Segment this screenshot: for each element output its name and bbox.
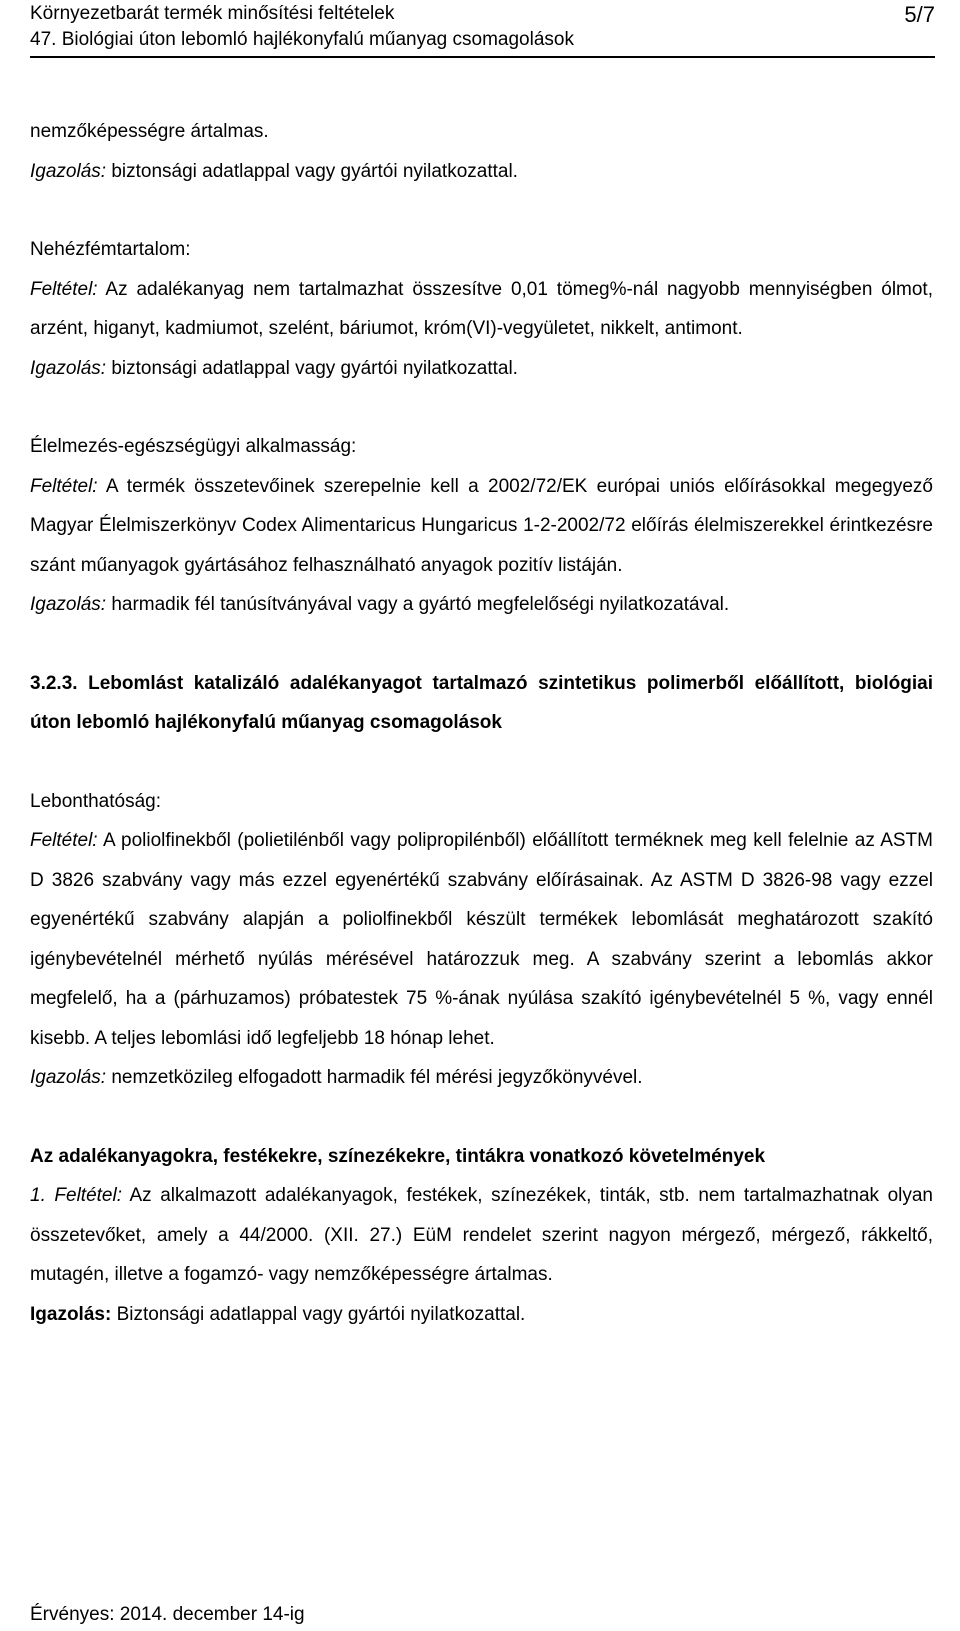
condition-paragraph [30, 270, 933, 349]
proof-label: Igazolás: [30, 1303, 112, 1325]
proof-paragraph [30, 585, 933, 625]
condition-text: Az adalékanyag nem tartalmazhat összesítve 0,01 tömeg%-nál nagyobb mennyiségben ólmot, arzént, higanyt, kadmiumot, szelént, báriumot, króm(VI)-vegyületet, nikkelt, antimont. [30, 278, 933, 339]
proof-paragraph [30, 1295, 933, 1335]
condition-text: A termék összetevőinek szerepelnie kell a 2002/72/EK európai uniós előírásokkal megegyező Magyar Élelmiszerkönyv Codex Alimentaricus Hungaricus 1-2-2002/72 előírás élelmiszerekkel érintkezésre szánt műanyagok gyártásához felhasználható anyagok pozitív listáján. [30, 475, 933, 576]
section-heading-heavy-metals: Nehézfémtartalom: [30, 239, 191, 260]
condition-label: Feltétel: [30, 278, 98, 300]
proof-text: harmadik fél tanúsítványával vagy a gyártó megfelelőségi nyilatkozatával. [106, 594, 730, 615]
condition-paragraph [30, 1176, 933, 1295]
proof-label: Igazolás: [30, 357, 107, 379]
section-heading-additives: Az adalékanyagokra, festékekre, színezékekre, tintákra vonatkozó követelmények [30, 1145, 766, 1167]
proof-text: nemzetközileg elfogadott harmadik fél mérési jegyzőkönyvével. [106, 1067, 643, 1088]
header-divider [30, 56, 935, 58]
proof-paragraph [30, 349, 933, 389]
proof-label: Igazolás: [30, 1067, 107, 1088]
page-footer: Érvényes: 2014. december 14-ig [30, 1604, 305, 1625]
section-heading-degradability: Lebonthatóság: [30, 790, 162, 812]
page-number: 5/7 [904, 2, 935, 27]
condition-text: Az alkalmazott adalékanyagok, festékek, színezékek, tinták, stb. nem tartalmazhatnak olyan összetevőket, amely a 44/2000. (XII. 27.) EüM rendelet szerint nagyon mérgező, mérgező, rákkeltő, mutagén, illetve a fogamzó- vagy nemzőképességre ártalmas. [30, 1185, 933, 1285]
condition-label: Feltétel: [30, 830, 98, 851]
page-header [30, 1, 935, 53]
proof-label: Igazolás: [30, 594, 107, 615]
header-title: Környezetbarát termék minősítési feltételek [30, 3, 395, 24]
proof-paragraph [30, 1058, 933, 1098]
document-body [30, 112, 933, 1334]
header-subtitle: 47. Biológiai úton lebomló hajlékonyfalú műanyag csomagolások [30, 29, 574, 50]
section-heading-323: 3.2.3. Lebomlást katalizáló adalékanyagot tartalmazó szintetikus polimerből előállított, biológiai úton lebomló hajlékonyfalú műanyag csomagolások [30, 672, 933, 733]
condition-paragraph [30, 467, 933, 586]
proof-paragraph [30, 152, 933, 192]
condition-label: 1. Feltétel: [30, 1185, 122, 1206]
section-heading-food-safety: Élelmezés-egészségügyi alkalmasság: [30, 436, 357, 457]
condition-label: Feltétel: [30, 475, 98, 497]
proof-text: biztonsági adatlappal vagy gyártói nyilatkozattal. [106, 357, 518, 379]
continuation-text: nemzőképességre ártalmas. [30, 121, 269, 142]
proof-label: Igazolás: [30, 160, 107, 182]
proof-text: biztonsági adatlappal vagy gyártói nyilatkozattal. [106, 160, 518, 182]
condition-paragraph [30, 821, 933, 1058]
proof-text: Biztonsági adatlappal vagy gyártói nyilatkozattal. [111, 1303, 526, 1325]
condition-text: A poliolfinekből (polietilénből vagy polipropilénből) előállított terméknek meg kell felelnie az ASTM D 3826 szabvány vagy más ezzel egyenértékű szabvány előírásainak. Az ASTM D 3826-98 vagy ezzel egyenértékű szabvány alapján a poliolfinekből készült termékek lebomlását meghatározott szakító igénybevételnél mérhető nyúlás mérésével határozzuk meg. A szabvány szerint a lebomlás akkor megfelelő, ha a (párhuzamos) próbatestek 75 %-ának nyúlása szakító igénybevételnél 5 %, vagy ennél kisebb. A teljes lebomlási idő legfeljebb 18 hónap lehet. [30, 830, 933, 1049]
